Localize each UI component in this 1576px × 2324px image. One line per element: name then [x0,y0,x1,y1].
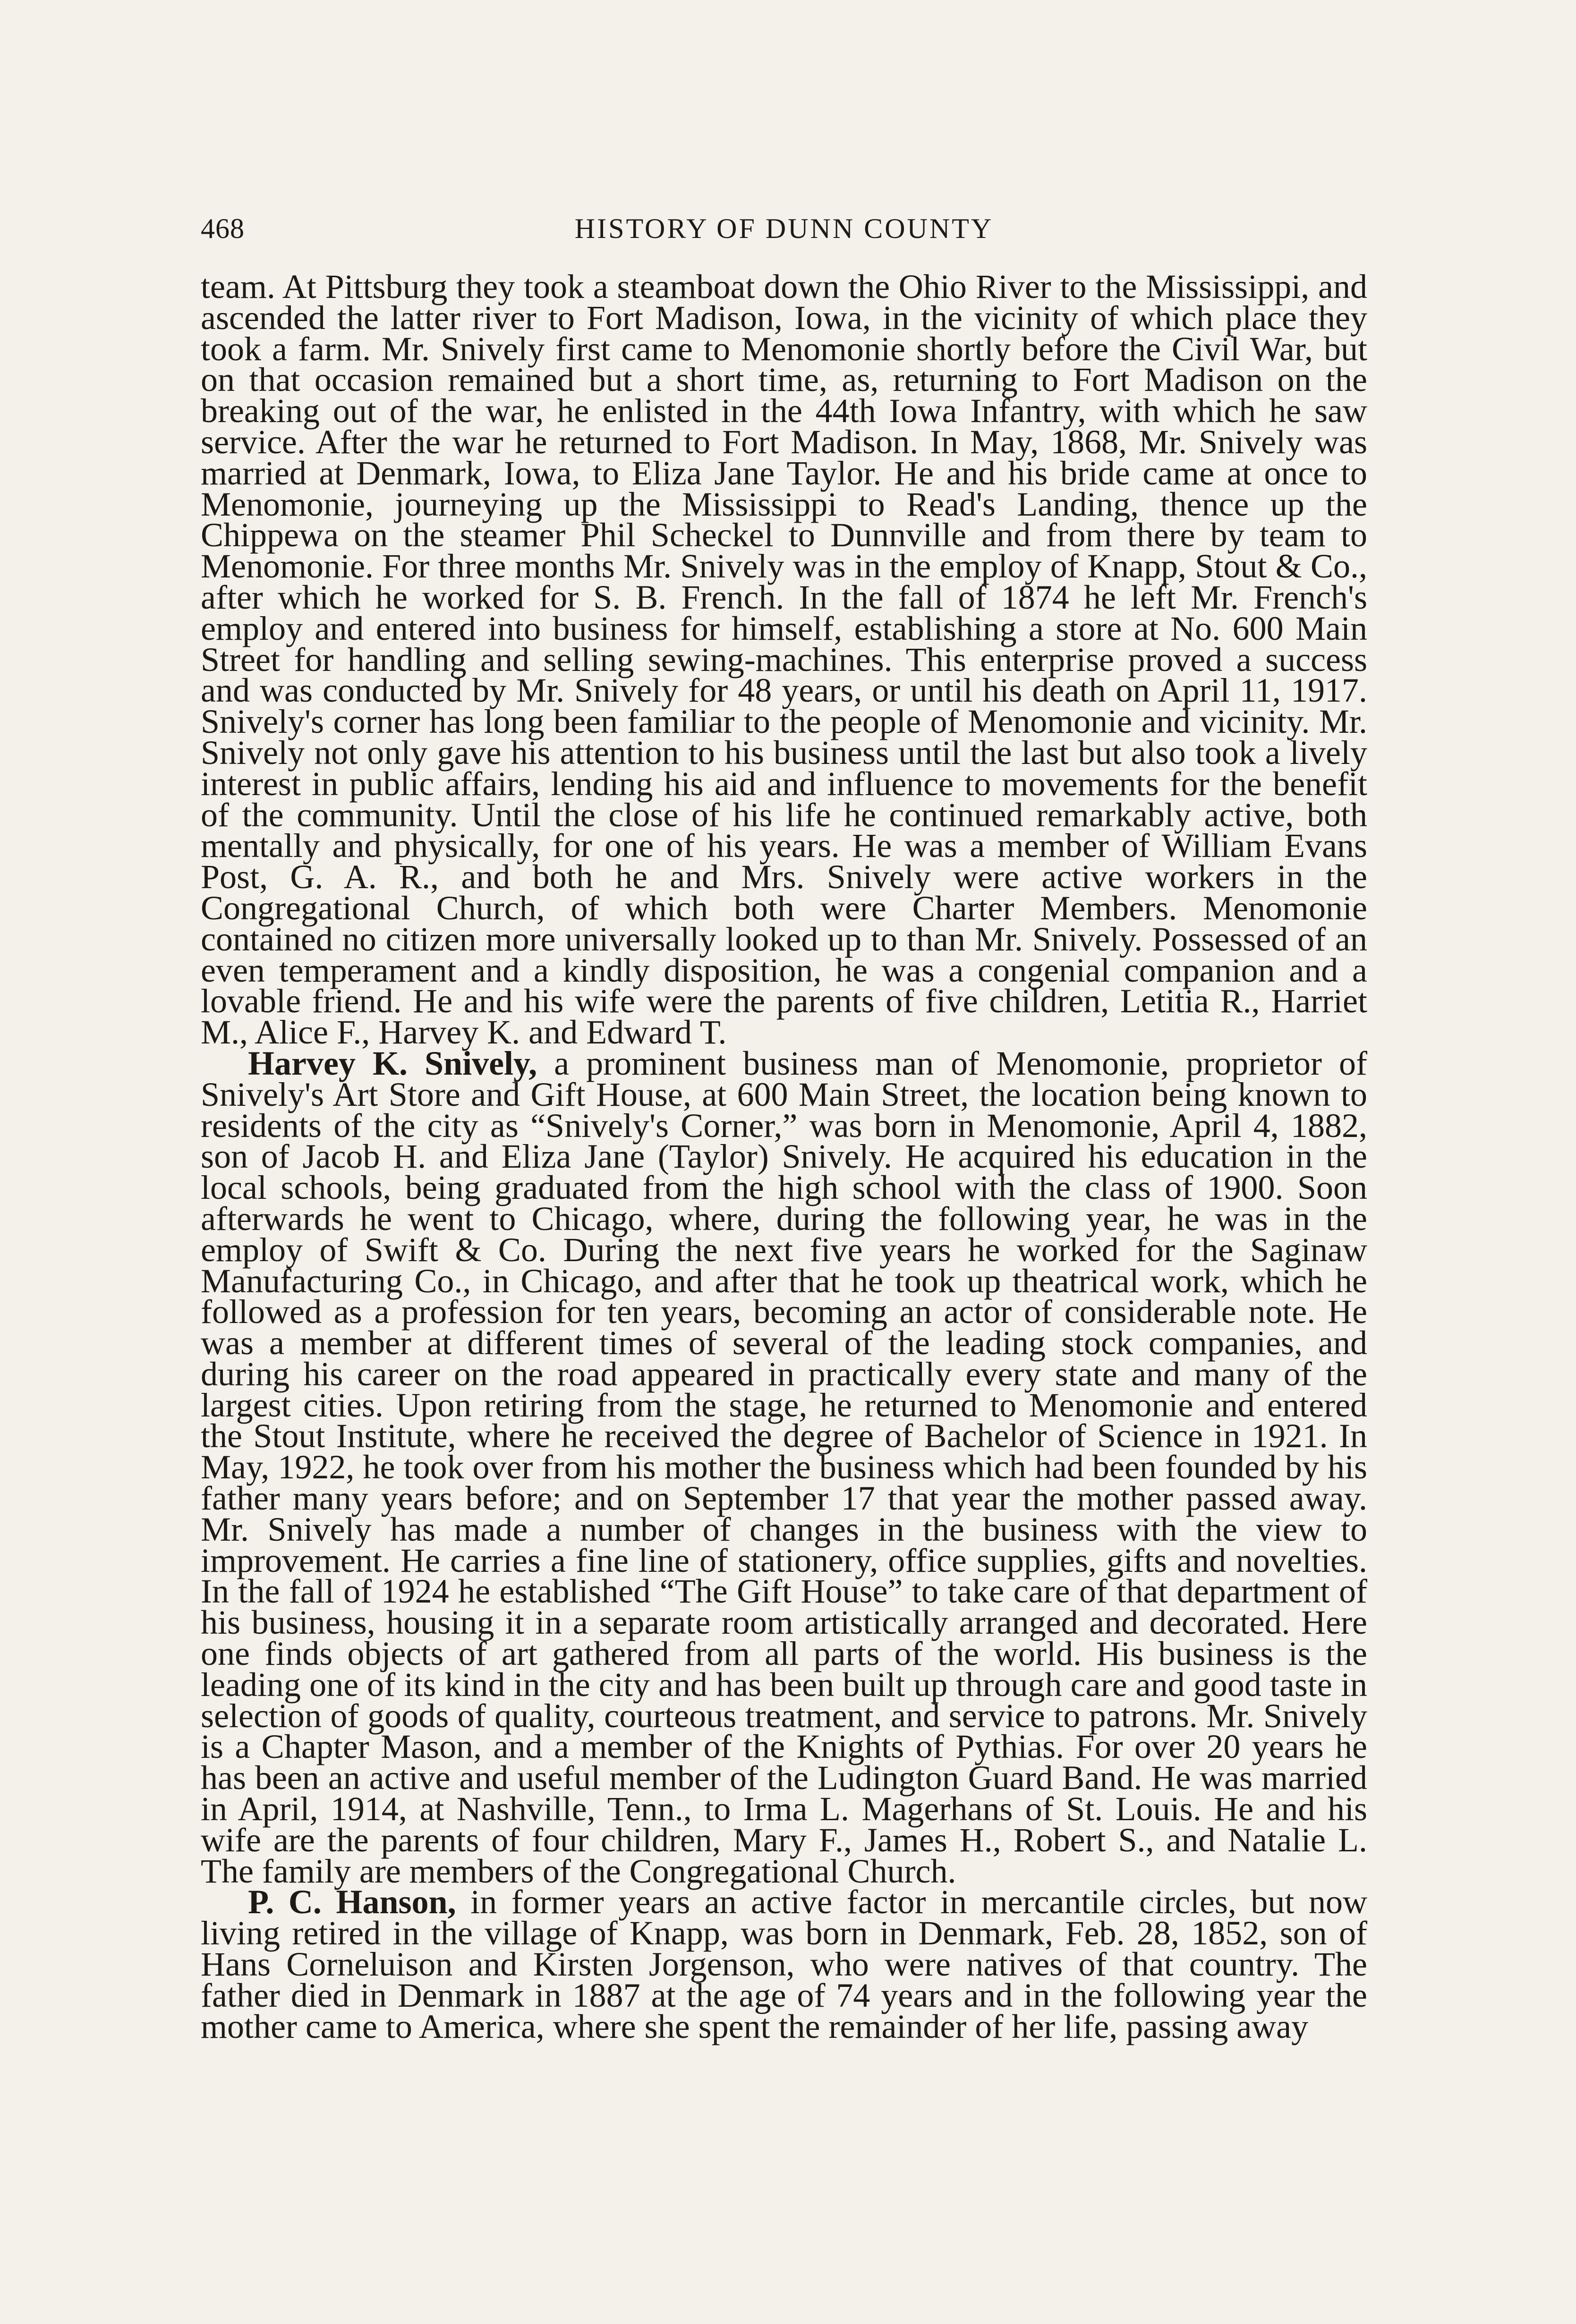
body-text [201,268,1368,2045]
paragraph-text: team. At Pittsburg they took a steamboat down the Ohio River to the Mississippi, and ascended the latter river to Fort Madison, Iowa, in the vicinity of which place they took a farm. Mr. Snively first came to Menomonie shortly before the Civil War, but on that occasion remained but a short time, as, returning to Fort Madison on the breaking out of the war, he enlisted in the 44th Iowa Infantry, with which he saw service. After the war he returned to Fort Madison. In May, 1868, Mr. Snively was married at Denmark, Iowa, to Eliza Jane Taylor. He and his bride came at once to Menomonie, journeying up the Mississippi to Read's Landing, thence up the Chippewa on the steamer Phil Scheckel to Dunnville and from there by team to Menomonie. For three months Mr. Snively was in the employ of Knapp, Stout & Co., after which he worked for S. B. French. In the fall of 1874 he left Mr. French's employ and entered into business for himself, establishing a store at No. 600 Main Street for handling and selling sewing-machines. This enterprise proved a success and was conducted by Mr. Snively for 48 years, or until his death on April 11, 1917. Snively's corner has long been familiar to the people of Menomonie and vicinity. Mr. Snively not only gave his attention to his business until the last but also took a lively interest in public affairs, lending his aid and influence to movements for the benefit of the community. Until the close of his life he continued remarkably active, both mentally and physically, for one of his years. He was a member of William Evans Post, G. A. R., and both he and Mrs. Snively were active workers in the Congregational Church, of which both were Charter Members. Menomonie contained no citizen more universally looked up to than Mr. Snively. Possessed of an even temperament and a kindly disposition, he was a congenial companion and a lovable friend. He and his wife were the parents of five children, Letitia R., Harriet M., Alice F., Harvey K. and Edward T. [201,268,1367,1052]
biography-subject-name: Harvey K. Snively, [248,1044,537,1082]
biography-subject-name: P. C. Hanson, [248,1883,456,1921]
paragraph-pc-hanson [201,1883,1367,2045]
page-number: 468 [201,213,245,244]
paragraph-text: a prominent business man of Menomonie, proprietor of Snively's Art Store and Gift House, at 600 Main Street, the location being known to residents of the city as “Snively's Corner,” was born in Menomonie, April 4, 1882, son of Jacob H. and Eliza Jane (Taylor) Snively. He acquired his education in the local schools, being graduated from the high school with the class of 1900. Soon afterwards he went to Chicago, where, during the following year, he was in the employ of Swift & Co. During the next five years he worked for the Saginaw Manufacturing Co., in Chicago, and after that he took up theatrical work, which he followed as a profession for ten years, becoming an actor of considerable note. He was a member at different times of several of the leading stock companies, and during his career on the road appeared in practically every state and many of the largest cities. Upon retiring from the stage, he returned to Menomonie and entered the Stout Institute, where he received the degree of Bachelor of Science in 1921. In May, 1922, he took over from his mother the business which had been founded by his father many years before; and on September 17 that year the mother passed away. Mr. Snively has made a number of changes in the business with the view to improvement. He carries a fine line of stationery, office supplies, gifts and novelties. In the fall of 1924 he established “The Gift House” to take care of that department of his business, housing it in a separate room artistically arranged and decorated. Here one finds objects of art gathered from all parts of the world. His business is the leading one of its kind in the city and has been built up through care and good taste in selection of goods of quality, courteous treatment, and service to patrons. Mr. Snively is a Chapter Mason, and a member of the Knights of Pythias. For over 20 years he has been an active and useful member of the Ludington Guard Band. He was married in April, 1914, at Nashville, Tenn., to Irma L. Magerhans of St. Louis. He and his wife are the parents of four children, Mary F., James H., Robert S., and Natalie L. The family are members of the Congregational Church. [201,1044,1368,1890]
paragraph-jacob-snively [201,268,1367,1052]
running-head-title: HISTORY OF DUNN COUNTY [574,213,994,244]
page-header [201,212,1367,255]
paragraph-text: in former years an active factor in mercantile circles, but now living retired in the village of Knapp, was born in Denmark, Feb. 28, 1852, son of Hans Corneluison and Kirsten Jorgenson, who were natives of that country. The father died in Denmark in 1887 at the age of 74 years and in the following year the mother came to America, where she spent the remainder of her life, passing away [201,1883,1367,2045]
paragraph-harvey-snively [201,1044,1368,1890]
